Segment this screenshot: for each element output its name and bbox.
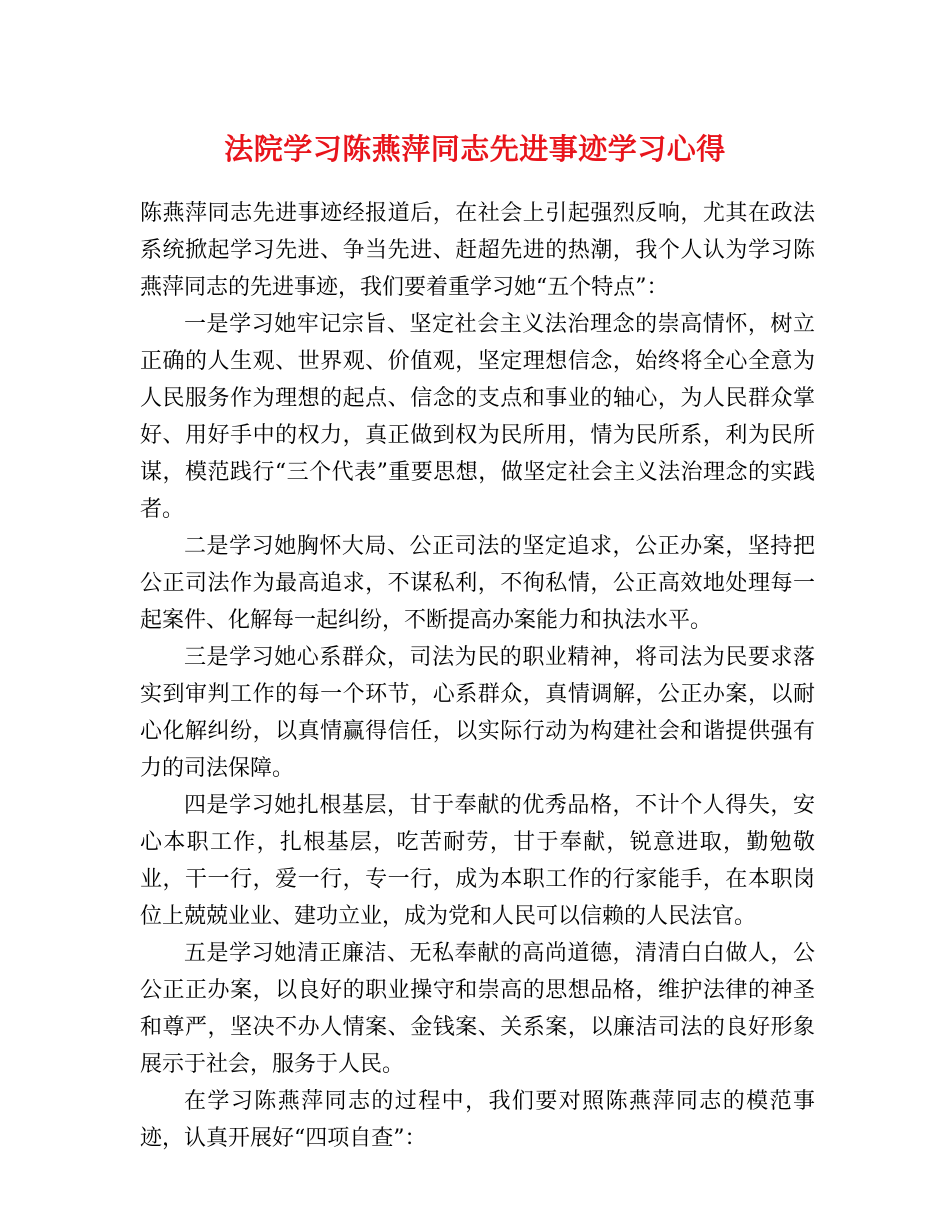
paragraph-point-2: 二是学习她胸怀大局、公正司法的坚定追求，公正办案，坚持把公正司法作为最高追求，不谋私利，不徇私情，公正高效地处理每一起案件、化解每一起纠纷，不断提高办案能力和执法水平。 xyxy=(140,534,815,633)
document-title: 法院学习陈燕萍同志先进事迹学习心得 xyxy=(224,132,726,166)
document-body xyxy=(140,195,815,1157)
paragraph-point-5: 五是学习她清正廉洁、无私奉献的高尚道德，清清白白做人，公公正正办案，以良好的职业操守和崇高的思想品格，维护法律的神圣和尊严，坚决不办人情案、金钱案、关系案，以廉洁司法的良好形象展示于社会，服务于人民。 xyxy=(140,941,815,1077)
paragraph-point-1: 一是学习她牢记宗旨、坚定社会主义法治理念的崇高情怀，树立正确的人生观、世界观、价值观，坚定理想信念，始终将全心全意为人民服务作为理想的起点、信念的支点和事业的轴心，为人民群众掌好、用好手中的权力，真正做到权为民所用，情为民所系，利为民所谋，模范践行“三个代表”重要思想，做坚定社会主义法治理念的实践者。 xyxy=(140,312,815,522)
paragraph-point-4: 四是学习她扎根基层，甘于奉献的优秀品格，不计个人得失，安心本职工作，扎根基层，吃苦耐劳，甘于奉献，锐意进取，勤勉敬业，干一行，爱一行，专一行，成为本职工作的行家能手，在本职岗位上兢兢业业、建功立业，成为党和人民可以信赖的人民法官。 xyxy=(140,793,815,929)
paragraph-intro: 陈燕萍同志先进事迹经报道后，在社会上引起强烈反响，尤其在政法系统掀起学习先进、争当先进、赶超先进的热潮，我个人认为学习陈燕萍同志的先进事迹，我们要着重学习她“五个特点”： xyxy=(140,201,815,300)
paragraph-self-check: 在学习陈燕萍同志的过程中，我们要对照陈燕萍同志的模范事迹，认真开展好“四项自查”： xyxy=(140,1089,815,1151)
paragraph-point-3: 三是学习她心系群众，司法为民的职业精神，将司法为民要求落实到审判工作的每一个环节，心系群众，真情调解，公正办案，以耐心化解纠纷，以真情赢得信任，以实际行动为构建社会和谐提供强有力的司法保障。 xyxy=(140,645,815,781)
